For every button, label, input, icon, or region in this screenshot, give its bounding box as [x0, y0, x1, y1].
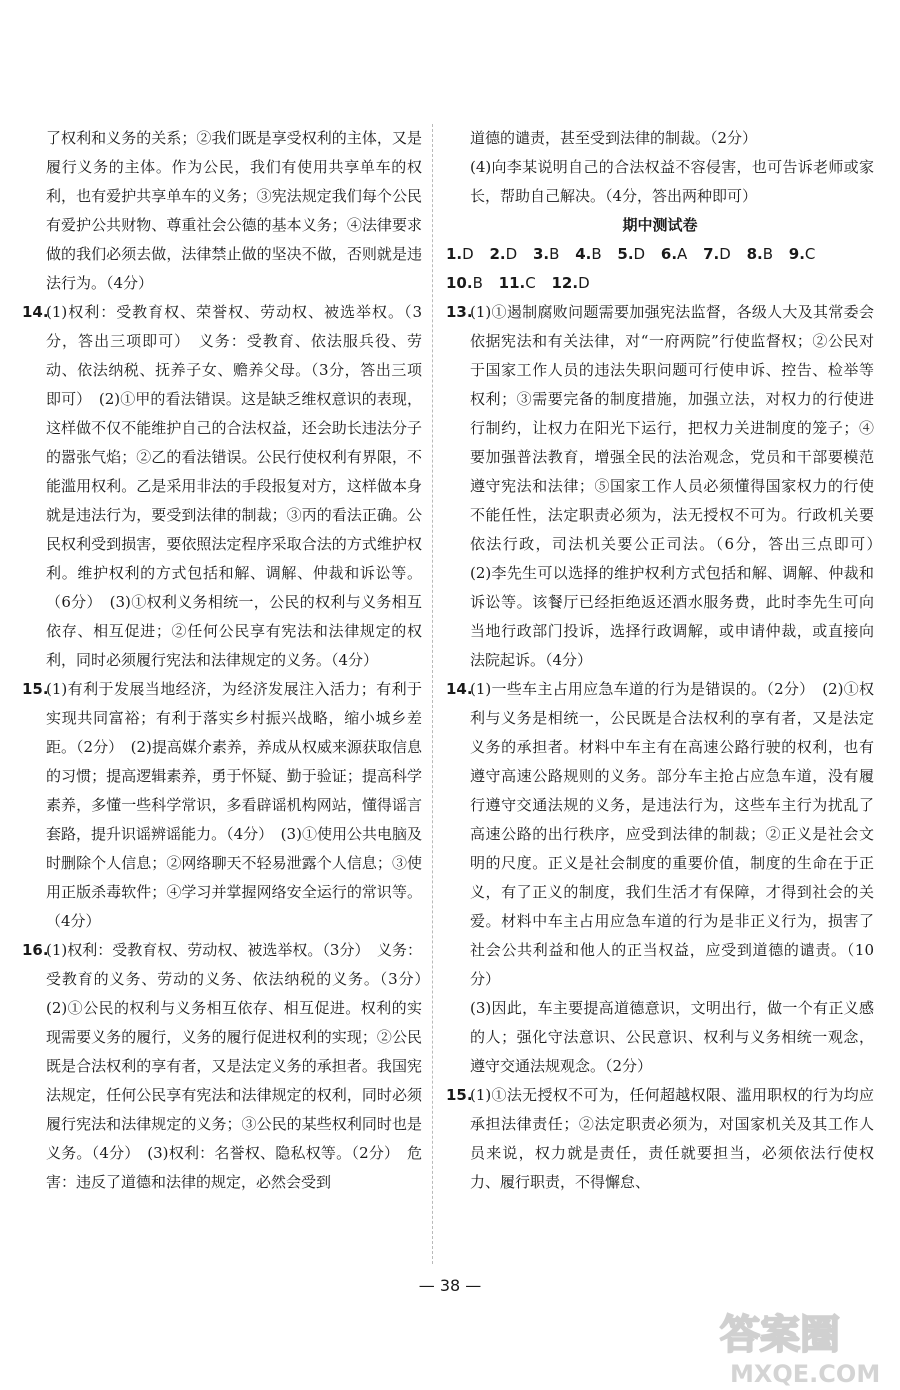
mc-answer: 1.D: [446, 245, 474, 263]
answer-text: (1)①法无授权不可为，任何超越权限、滥用职权的行为均应承担法律责任；②法定职责必须为，对国家机关及其工作人员来说，权力就是责任，责任就要担当，必须依法行使权力、履行职责，不得懈怠、: [470, 1086, 874, 1191]
mc-answer: 8.B: [746, 245, 773, 263]
mc-answer: 10.B: [446, 274, 483, 292]
mc-answer: 6.A: [660, 245, 688, 263]
question-number: 15.: [446, 1086, 473, 1104]
mc-answers-row-2: [446, 269, 874, 298]
answer-item-16: [22, 936, 438, 1197]
mc-answer: 9.C: [788, 245, 816, 263]
answer-continuation: [22, 124, 422, 298]
answer-text: (1)权利：受教育权、荣誉权、劳动权、被选举权。（3分，答出三项即可） 义务：受教育、依法服兵役、劳动、依法纳税、抚养子女、赡养父母。（3分，答出三项即可） (2)①甲的看法错误。这是缺乏维权意识的表现，这样做不仅不能维护自己的合法权益，还会助长违法分子的嚣张气焰；②乙的看法错误。公民行使权利有界限，不能滥用权利。乙是采用非法的手段报复对方，这样做本身就是违法行为，要受到法律的制裁；③丙的看法正确。公民权利受到损害，要依照法定程序采取合法的方式维护权利。维护权利的方式包括和解、调解、仲裁和诉讼等。（6分） (3)①权利义务相统一，公民的权利与义务相互依存、相互促进；②任何公民享有宪法和法律规定的权利，同时必须履行宪法和法律规定的义务。（4分）: [46, 303, 422, 669]
mc-answer: 2.D: [489, 245, 518, 263]
answer-text: (1)①遏制腐败问题需要加强宪法监督，各级人大及其常委会依据宪法和有关法律，对“一府两院”行使监督权；②公民对于国家工作人员的违法失职问题可行使申诉、控告、检举等权利；③需要完备的制度措施，加强立法，对权力的行使进行制约，让权力在阳光下运行，把权力关进制度的笼子；④要加强普法教育，增强全民的法治观念，党员和干部要模范遵守宪法和法律；⑤国家工作人员必须懂得国家权力的行使不能任性，法定职责必须为，法无授权不可为。行政机关要依法行政，司法机关要公正司法。（6分，答出三点即可） (2)李先生可以选择的维护权利方式包括和解、调解、仲裁和诉讼等。该餐厅已经拒绝返还酒水服务费，此时李先生可向当地行政部门投诉，选择行政调解，或申请仲裁，或直接向法院起诉。（4分）: [470, 303, 890, 669]
answer-text: (3)因此，车主要提高道德意识，文明出行，做一个有正义感的人；强化守法意识、公民意识、权利与义务相统一观念，遵守交通法规观念。（2分）: [470, 999, 874, 1075]
column-divider: [432, 124, 433, 1264]
answer-text: (1)权利：受教育权、劳动权、被选举权。（3分） 义务：受教育的义务、劳动的义务、依法纳税的义务。（3分） (2)①公民的权利与义务相互依存、相互促进。权利的实现需要义务的履行，义务的履行促进权利的实现；②公民既是合法权利的享有者，又是法定义务的承担者。我国宪法规定，任何公民享有宪法和法律规定的权利，同时必须履行宪法和法律规定的义务；③公民的某些权利同时也是义务。（4分） (3)权利：名誉权、隐私权等。（2分） 危害：违反了道德和法律的规定，必然会受到: [46, 941, 438, 1191]
answer-item-13: [446, 298, 890, 675]
mc-answer: 11.C: [498, 274, 536, 292]
answer-subitem-4: [446, 153, 874, 211]
mc-answer: 5.D: [617, 245, 646, 263]
question-number: 15.: [22, 680, 49, 698]
answer-text: 道德的谴责，甚至受到法律的制裁。（2分）: [470, 129, 758, 147]
answer-item-14: [446, 675, 874, 994]
question-number: 16.: [22, 941, 49, 959]
mc-answer: 7.D: [703, 245, 731, 263]
answer-text: 了权利和义务的关系；②我们既是享受权利的主体，又是履行义务的主体。作为公民，我们有使用共享单车的权利，也有爱护共享单车的义务；③宪法规定我们每个公民有爱护公共财物、尊重社会公德的基本义务；④法律要求做的我们必须去做，法律禁止做的坚决不做，否则就是违法行为。（4分）: [46, 129, 422, 292]
answer-text: (1)有利于发展当地经济，为经济发展注入活力；有利于实现共同富裕；有利于落实乡村振兴战略，缩小城乡差距。（2分） (2)提高媒介素养，养成从权威来源获取信息的习惯；提高逻辑素养，勇于怀疑、勤于验证；提高科学素养，多懂一些科学常识，多看辟谣机构网站，懂得谣言套路，提升识谣辨谣能力。（4分） (3)①使用公共电脑及时删除个人信息；②网络聊天不轻易泄露个人信息；③使用正版杀毒软件；④学习并掌握网络安全运行的常识等。（4分）: [46, 680, 422, 930]
mc-answer: 12.D: [551, 274, 590, 292]
left-column: [22, 124, 438, 1197]
right-column: [446, 124, 890, 1197]
watermark-logo: [716, 1304, 896, 1388]
mc-answers-row-1: [446, 240, 874, 269]
answer-item-14: [22, 298, 422, 675]
question-number: 13.: [446, 303, 473, 321]
answer-item-15: [22, 675, 422, 936]
answer-item-15: [446, 1081, 874, 1197]
watermark-logo-text: 答案圈: [720, 1312, 840, 1358]
question-number: 14.: [446, 680, 473, 698]
answer-text: (4)向李某说明自己的合法权益不容侵害，也可告诉老师或家长，帮助自己解决。（4分，答出两种即可）: [470, 158, 874, 205]
mc-answer: 4.B: [575, 245, 602, 263]
mc-answer: 3.B: [532, 245, 560, 263]
answer-subitem-3: [446, 994, 874, 1081]
page-number: — 38 —: [418, 1276, 482, 1295]
watermark-site-text: MXQE.COM: [730, 1360, 881, 1388]
section-title: 期中测试卷: [622, 216, 698, 234]
answer-continuation: [446, 124, 874, 153]
answer-text: (1)一些车主占用应急车道的行为是错误的。（2分） (2)①权利与义务是相统一，公民既是合法权利的享有者，又是法定义务的承担者。材料中车主有在高速公路行驶的权利，也有遵守高速公路规则的义务。部分车主抢占应急车道，没有履行遵守交通法规的义务，是违法行为，这些车主行为扰乱了高速公路的出行秩序，应受到法律的制裁；②正义是社会文明的尺度。正义是社会制度的重要价值，制度的生命在于正义，有了正义的制度，我们生活才有保障，才得到社会的关爱。材料中车主占用应急车道的行为是非正义行为，损害了社会公共利益和他人的正当权益，应受到道德的谴责。（10分）: [470, 680, 874, 988]
question-number: 14.: [22, 303, 49, 321]
